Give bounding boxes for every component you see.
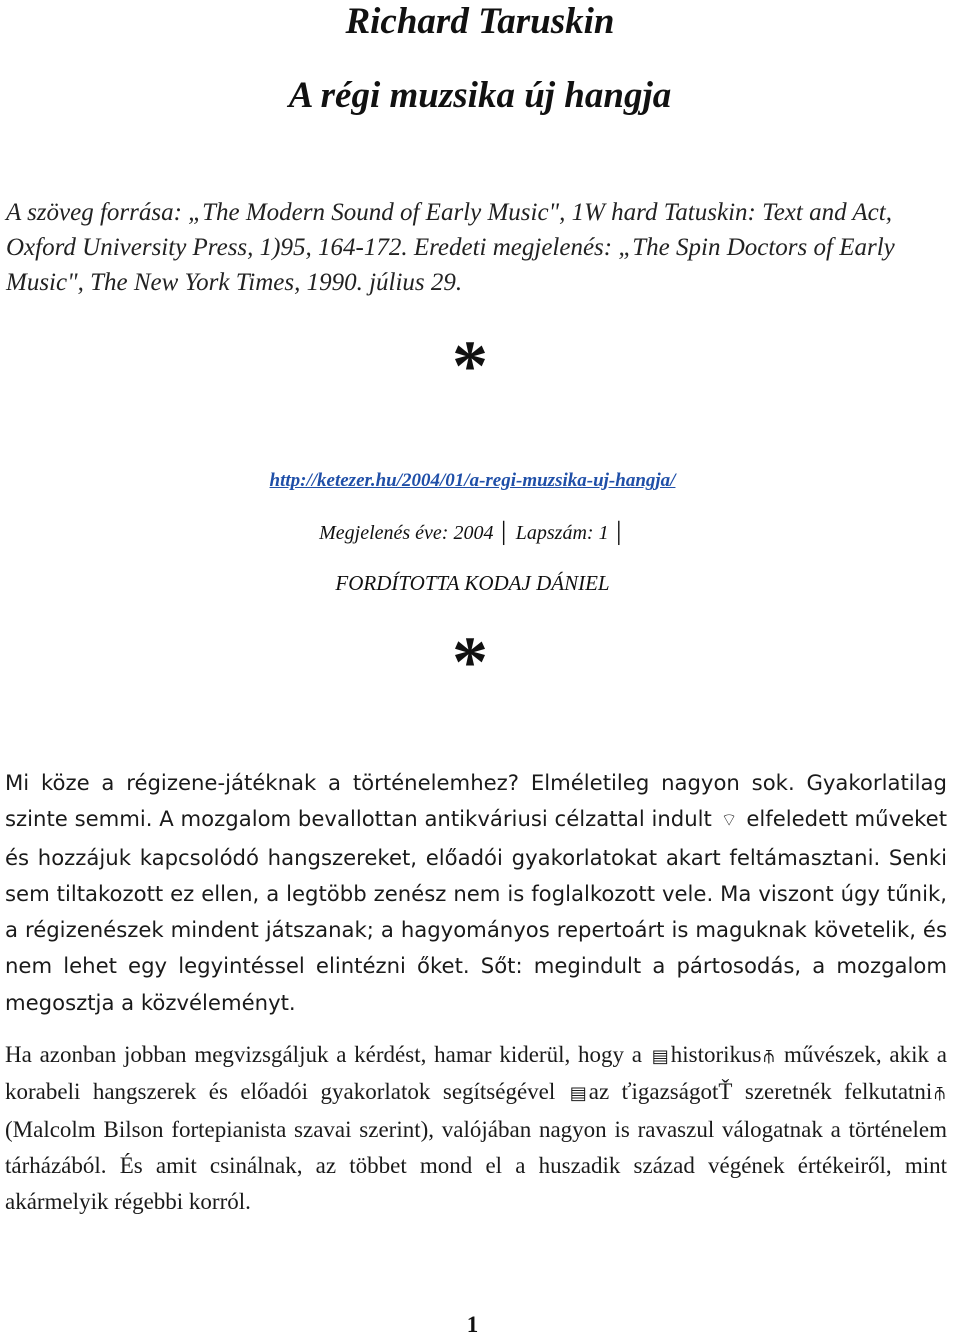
dash-glyph-icon: ⌔: [720, 810, 738, 832]
author-heading: Richard Taruskin: [345, 1, 615, 42]
paragraph-text: az ťigazságotŤ szeretnék felkutatni: [588, 1079, 933, 1105]
open-quote-glyph-icon: ▤: [569, 1083, 587, 1104]
translator-credit: FORDÍTOTTA KODAJ DÁNIEL: [335, 571, 610, 595]
paragraph-text: elfeledett műveket és hozzájuk kapcsolódó hangszereket, előadói gyakorlatokat akart feltámasztani. Senki sem tiltakozott ez ellen, a legtöbb zenész nem is foglalkozott vele. Ma viszont úgy tűnik, a régizenészek mindent játszanak; a hagyományos repertoárt is maguknak követelik, és nem lehet egy legyintéssel elintézni őket. Sőt: megindult a pártosodás, a mozgalom megosztja a közvéleményt.: [5, 806, 947, 1015]
body-paragraph-1: [5, 765, 947, 1021]
source-link[interactable]: http://ketezer.hu/2004/01/a-regi-muzsika-uj-hangja/: [269, 470, 676, 491]
separator-asterisk: *: [452, 326, 488, 406]
paragraph-text: historikus: [670, 1042, 762, 1067]
paragraph-text: művészek, akik a korabeli hangszerek és előadói gyakorlatok segítségével: [5, 1042, 947, 1105]
source-note: A szöveg forrása: „The Modern Sound of Early Music", 1W hard Tatuskin: Text and Act, Oxford University Press, 1)95, 164-172. Eredeti megjelenés: „The Spin Doctors of Early Music", The New York Times, 1990. július 29.: [6, 199, 895, 296]
open-quote-glyph-icon: ▤: [651, 1046, 669, 1066]
separator-asterisk-2: *: [452, 622, 488, 702]
page-number: 1: [466, 1312, 479, 1337]
paragraph-text: Ha azonban jobban megvizsgáljuk a kérdést, hamar kiderül, hogy a: [5, 1042, 642, 1067]
publication-meta: Megjelenés éve: 2004 │ Lapszám: 1 │: [319, 522, 626, 544]
article-title: A régi muzsika új hangja: [288, 75, 672, 116]
body-paragraph-2: [5, 1037, 947, 1220]
paragraph-text: Mi köze a régizene-játéknak a történelemhez? Elméletileg nagyon sok. Gyakorlatilag szinte semmi. A mozgalom bevallottan antikváriusi célzattal indult: [5, 770, 947, 832]
close-quote-glyph-icon: ⫚: [763, 1046, 775, 1066]
close-quote-glyph-icon: ⫚: [934, 1083, 946, 1104]
paragraph-text: (Malcolm Bilson fortepianista szavai szerint), valójában nagyon is ravaszul válogatnak a történelem tárházából. És amit csinálnak, az többet mond el a huszadik század végének értékeiről, mint akármelyik régebbi korról.: [5, 1116, 947, 1215]
